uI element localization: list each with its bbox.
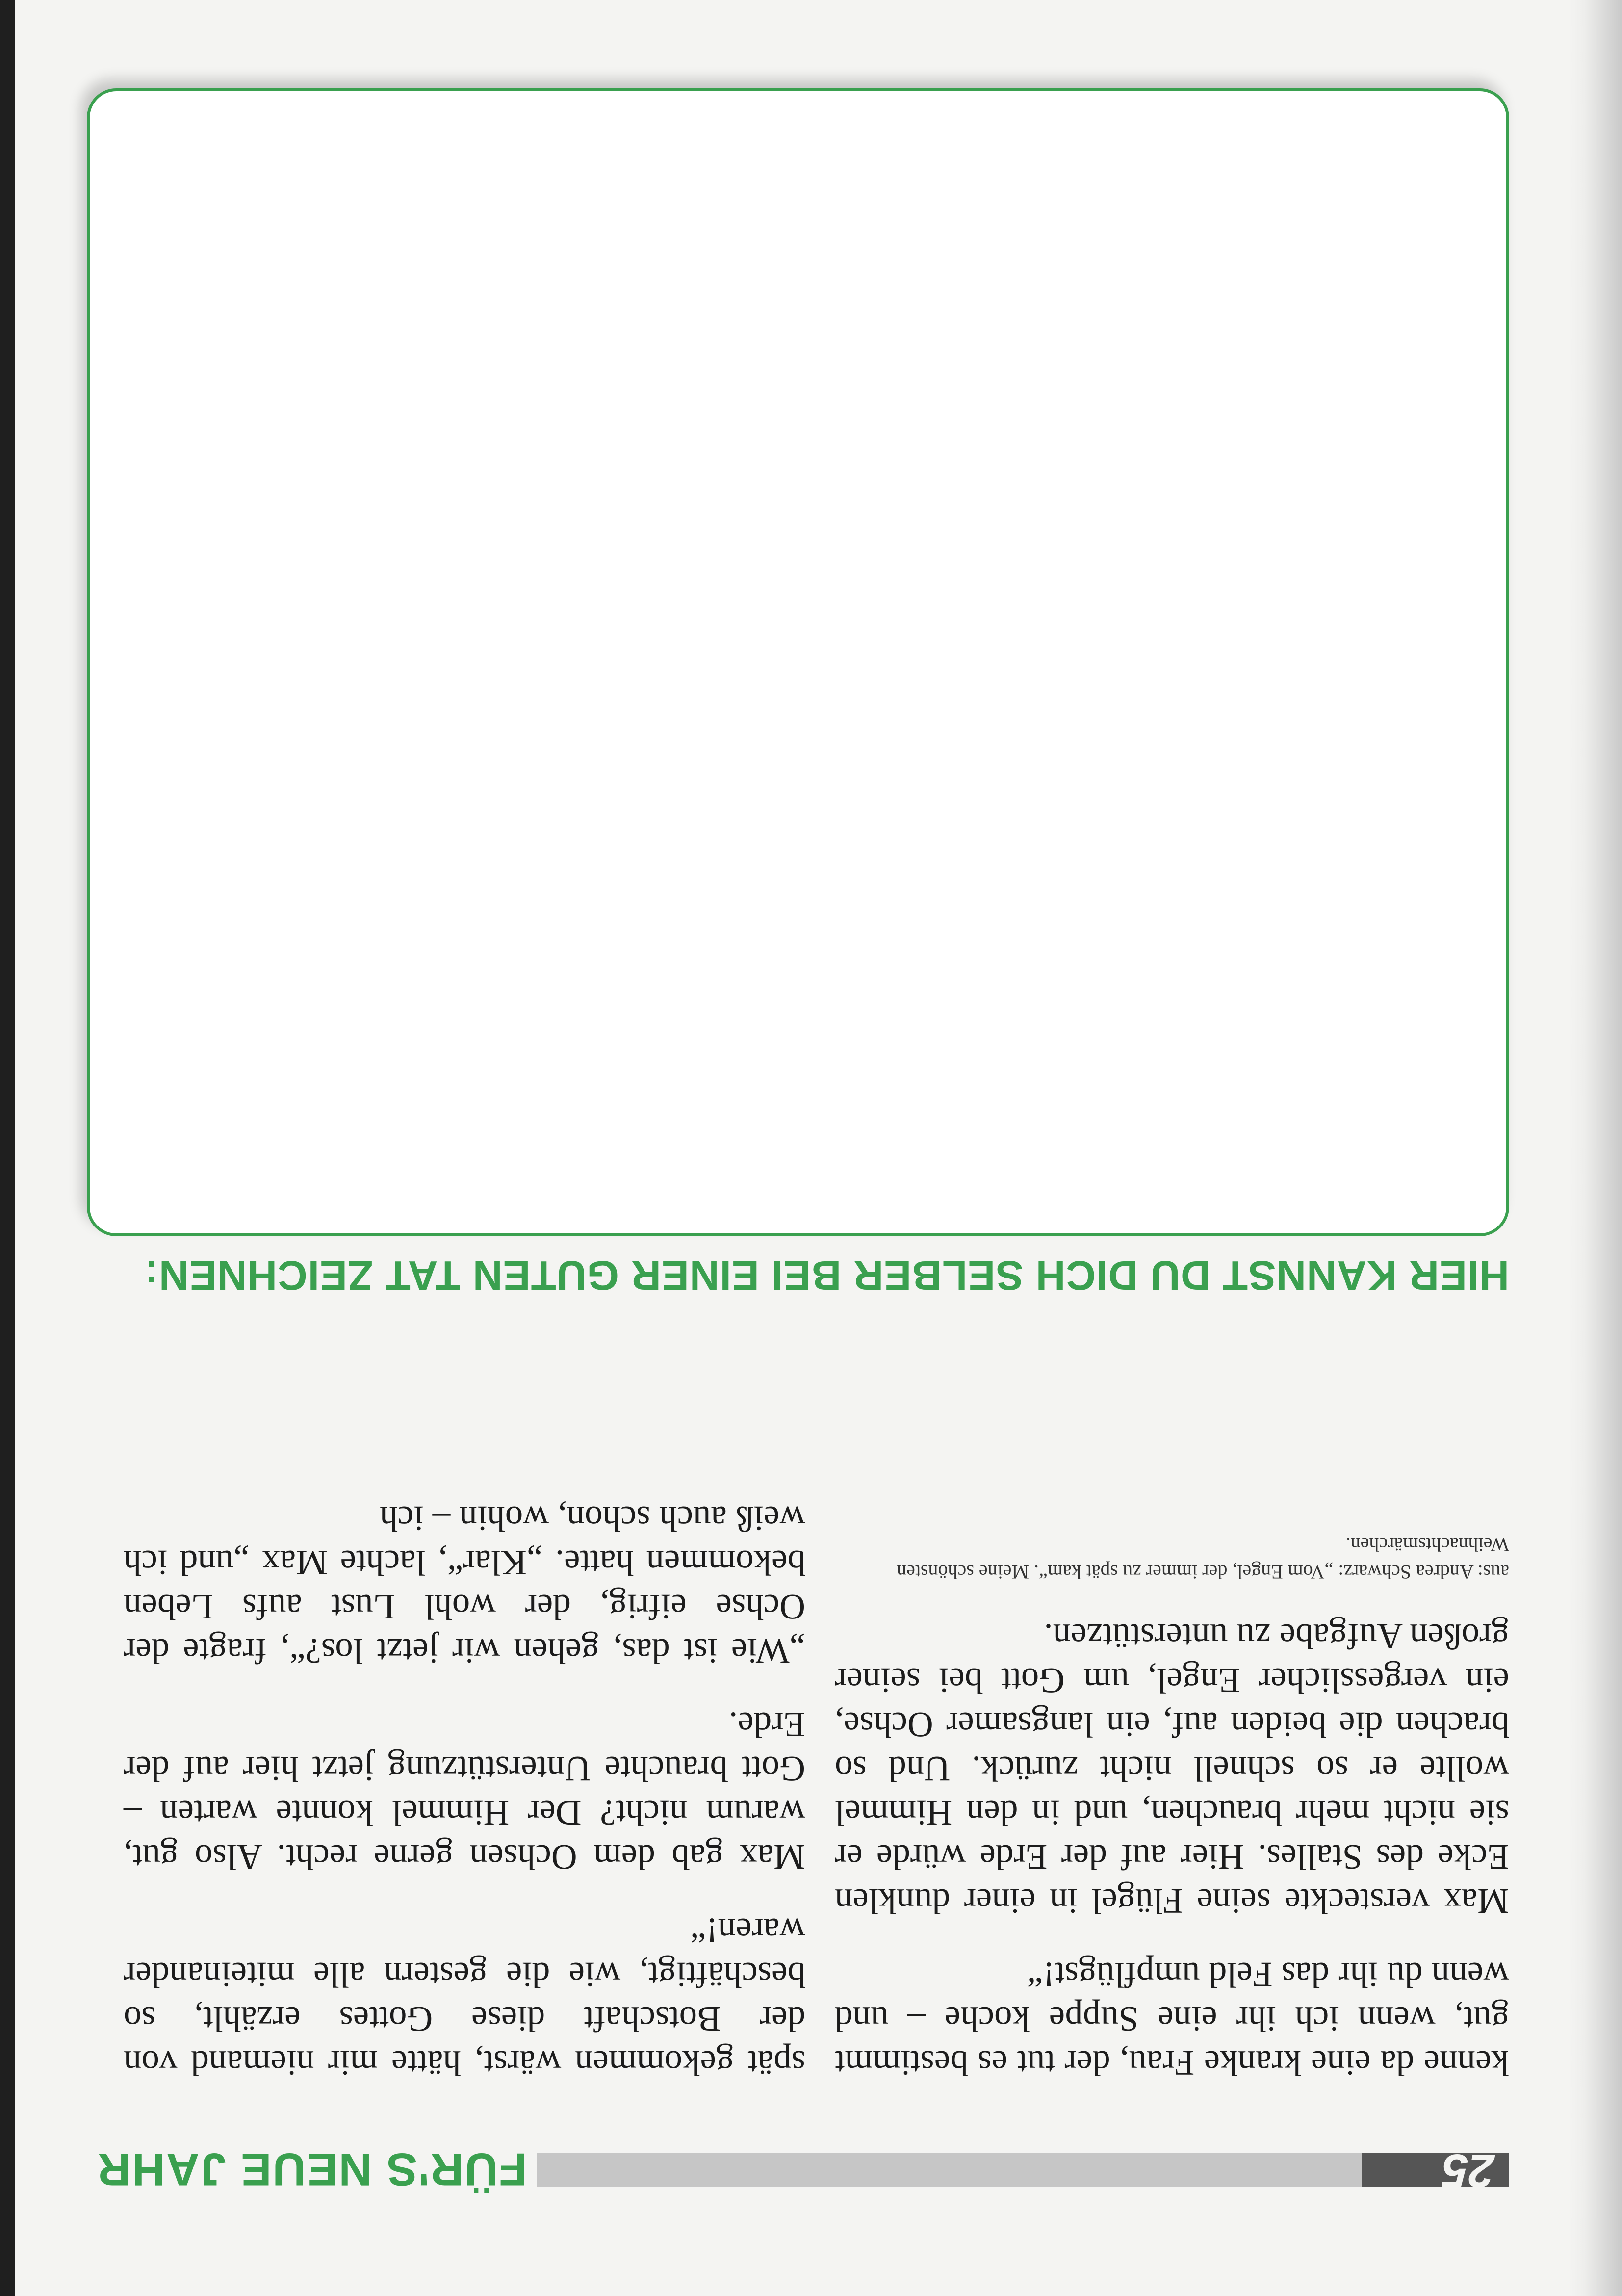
drawing-box[interactable] xyxy=(87,88,1509,1236)
story-column-right xyxy=(124,1496,805,2085)
page-header xyxy=(87,2144,1509,2197)
scan-edge xyxy=(0,0,15,2296)
paragraph: Max gab dem Ochsen gerne recht. Also gut, warum nicht? Der Himmel konnte warten – Gott brauchte Unterstützung jetzt hier auf der Erde. xyxy=(124,1705,805,1877)
page-number-box xyxy=(1362,2144,1509,2197)
paragraph: spät gekommen wärst, hätte mir niemand von der Botschaft diese Gottes erzählt, so beschäftigt, wie die gestern alle miteinander waren!“ xyxy=(124,1911,805,2083)
drawing-heading: HIER KANNST DU DICH SELBER BEI EINER GUTEN TAT ZEICHNEN: xyxy=(144,1252,1509,1299)
binding-shadow xyxy=(1568,0,1622,2296)
source-citation: aus: Andrea Schwarz: „Vom Engel, der immer zu spät kam“. Meine schönsten Weihnachtsmärchen. xyxy=(897,1534,1509,1583)
magazine-page xyxy=(15,0,1622,2296)
paragraph: Max versteckte seine Flügel in einer dunklen Ecke des Stalles. Hier auf der Erde würde er sie nicht mehr brauchen, und in den Himmel wollte er so schnell nicht zurück. Und so brachen die beiden auf, ein langsamer Ochse, ein vergesslicher Engel, um Gott bei seiner großen Aufgabe zu unterstützen. xyxy=(835,1617,1509,1921)
section-title: FÜR'S NEUE JAHR xyxy=(97,2146,537,2193)
paragraph: kenne da eine kranke Frau, der tut es bestimmt gut, wenn ich ihr eine Suppe koche – und wenn du ihr das Feld umpflügst!“ xyxy=(835,1955,1509,2083)
paragraph: „Wie ist das, gehen wir jetzt los?“, fragte der Ochse eifrig, der wohl Lust aufs Leben bekommen hatte. „Klar“, lachte Max „und ich weiß auch schon, wohin – ich xyxy=(124,1499,805,1671)
page-number: 25 xyxy=(1442,2144,1494,2197)
story-column-left xyxy=(835,1531,1509,2085)
